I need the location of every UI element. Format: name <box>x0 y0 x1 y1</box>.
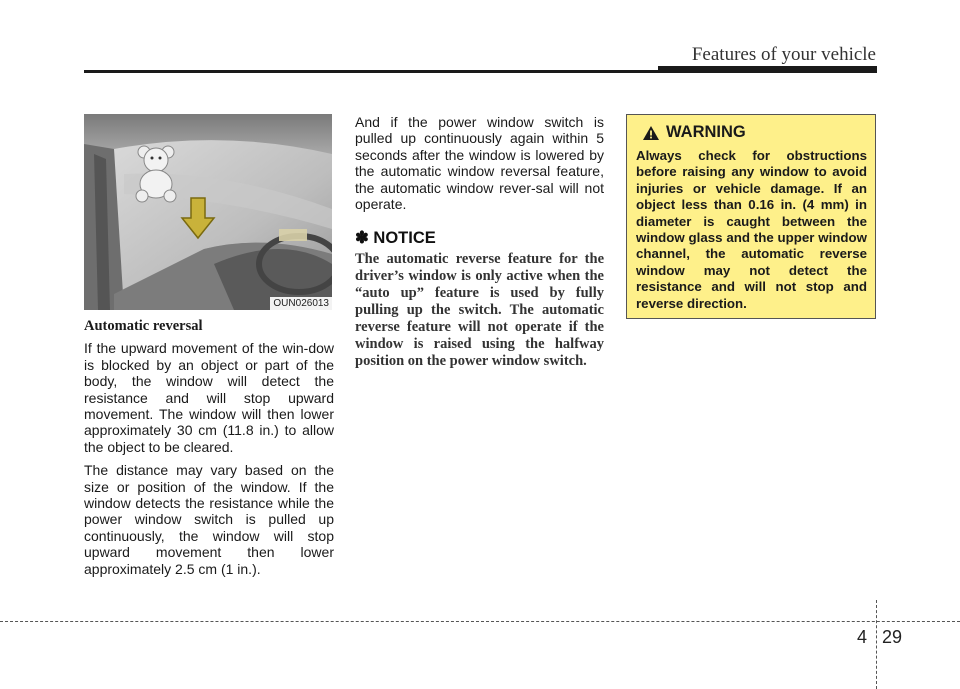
chapter-number: 4 <box>857 627 868 647</box>
left-column <box>84 318 334 584</box>
reversal-paragraph-3: And if the power window switch is pulled up continuously again within 5 seconds after the window is lowered by the automatic window reversal feature, the automatic window rever-sal will not operate. <box>355 114 604 213</box>
middle-column <box>355 114 604 370</box>
reversal-paragraph-2: The distance may vary based on the size or position of the window. If the window detects the resistance while the power window switch is pulled up continuously, the window will stop upward movement then lower approximately 2.5 cm (1 in.). <box>84 462 334 577</box>
warning-heading <box>642 123 867 142</box>
page-number: 29 <box>882 627 903 647</box>
footer-rule <box>0 621 960 622</box>
car-interior-illustration <box>84 114 332 310</box>
figure-code: OUN026013 <box>270 297 332 310</box>
automatic-reversal-heading: Automatic reversal <box>84 318 203 334</box>
page-header-title: Features of your vehicle <box>691 44 876 65</box>
window-reversal-photo <box>84 114 332 310</box>
footer-divider <box>876 600 877 689</box>
warning-text: Always check for obstructions before raising any window to avoid injuries or vehicle damage. If an object less than 0.16 in. (4 mm) in diameter is caught between the window glass and the upper window channel, the automatic reverse window may not detect the resistance and will not stop and reverse direction. <box>636 148 867 311</box>
notice-text: The automatic reverse feature for the driver’s window is only active when the “auto up” feature is used by fully pulling up the switch. The automatic reverse feature will not operate if the window is raised using the halfway position on the power window switch. <box>355 250 604 369</box>
warning-triangle-icon <box>642 125 660 141</box>
header-rule-accent <box>658 66 877 72</box>
warning-box <box>626 114 876 319</box>
notice-heading: ✽ NOTICE <box>355 229 436 248</box>
reversal-paragraph-1: If the upward movement of the win-dow is blocked by an object or part of the body, the window will detect the resistance and will stop upward movement. The window will then lower approximately 30 cm (11.8 in.) to allow the object to be cleared. <box>84 340 334 455</box>
warning-title: WARNING <box>666 123 746 141</box>
